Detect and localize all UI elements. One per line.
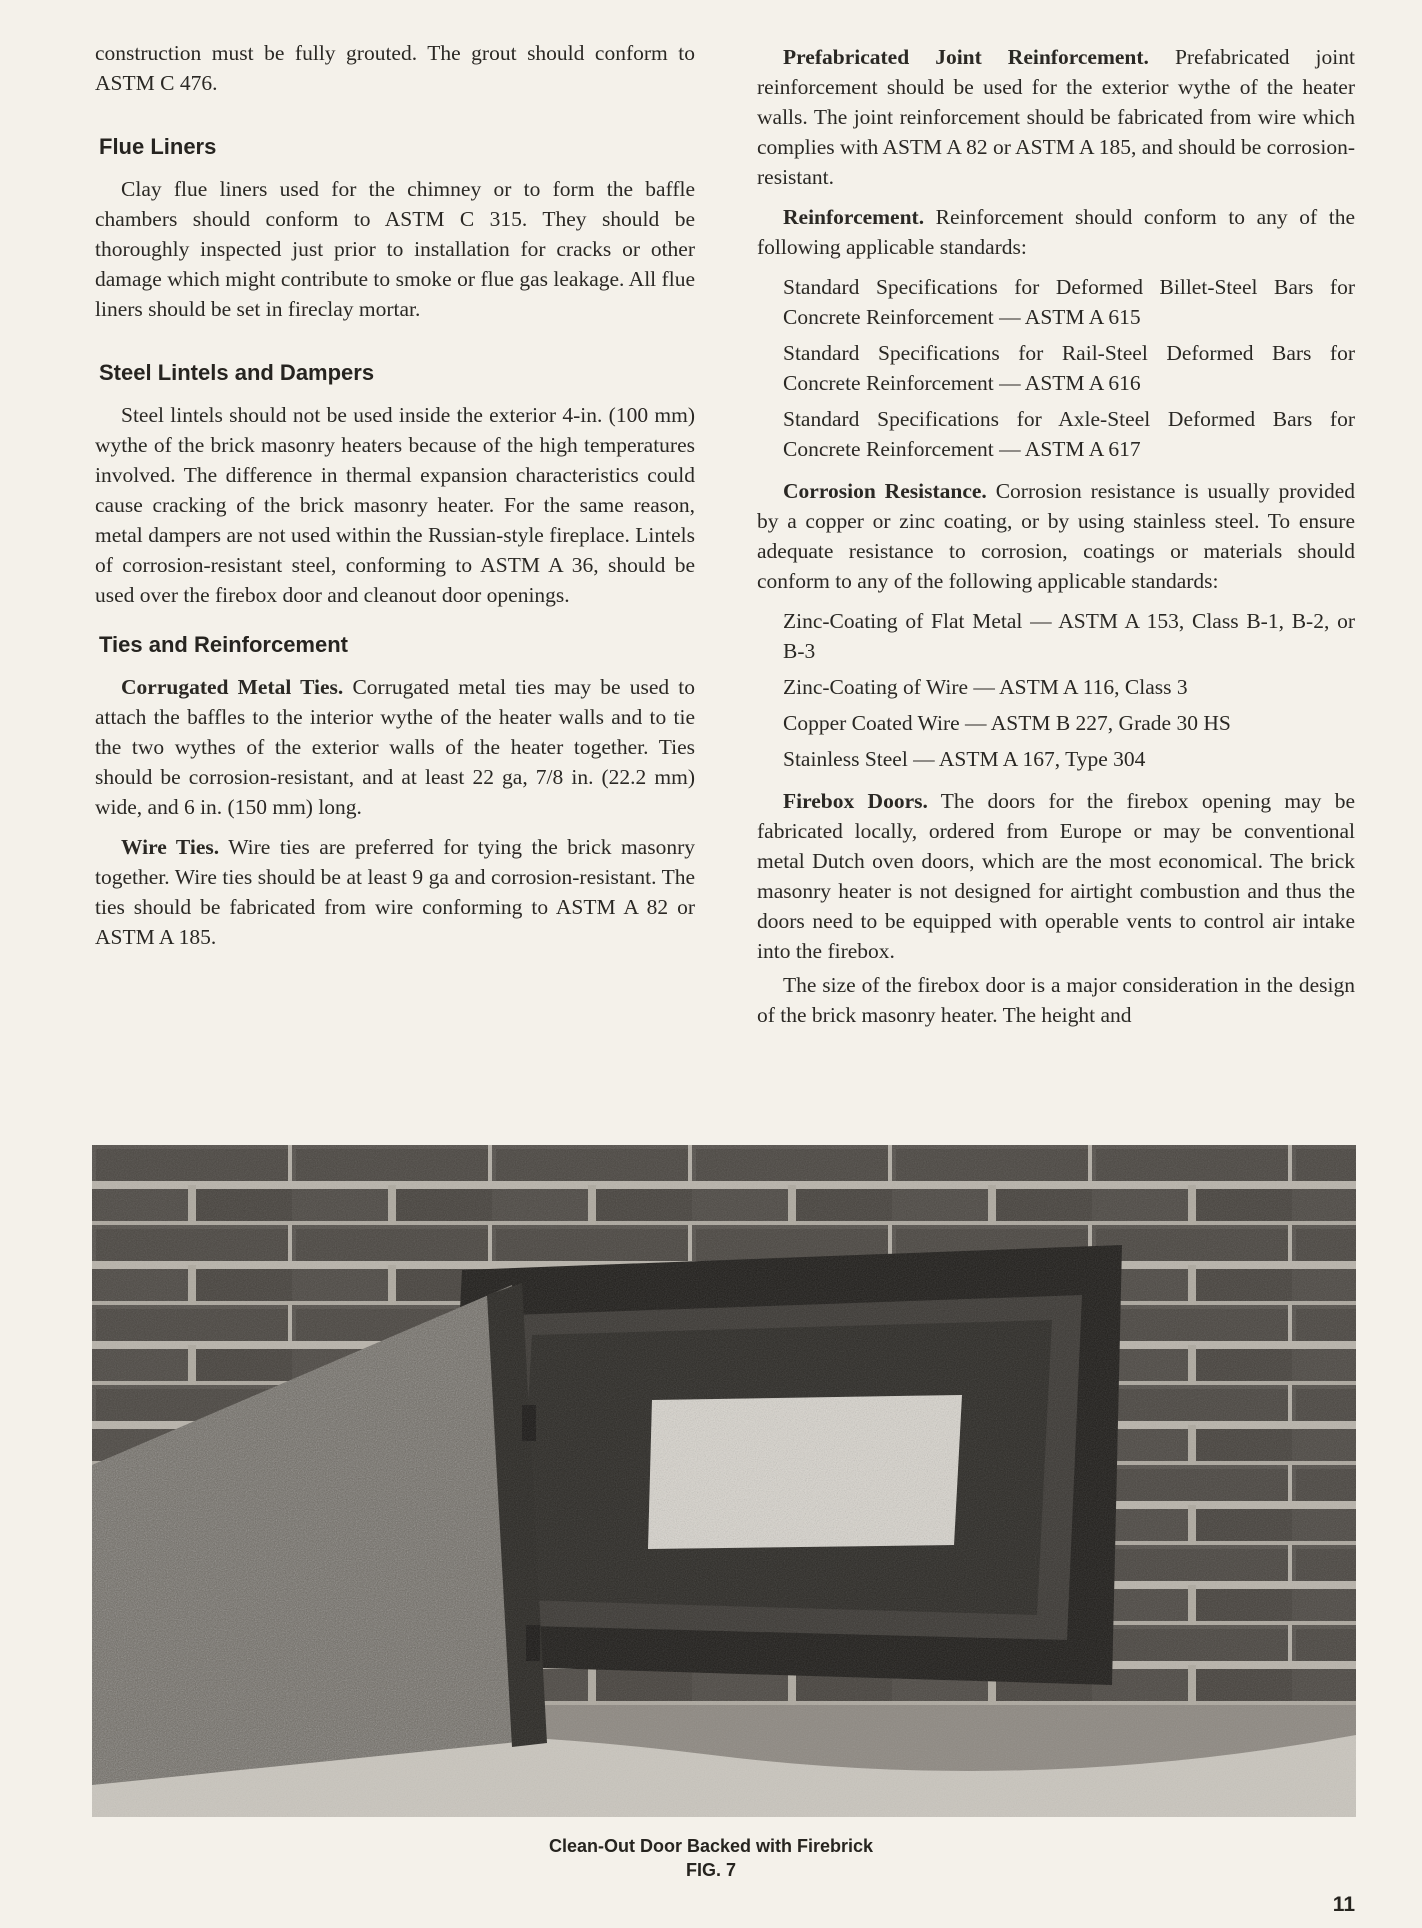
list-item: Standard Specifications for Rail-Steel Deformed Bars for Concrete Reinforcement — ASTM A 616 bbox=[783, 341, 1355, 395]
wire-ties-paragraph bbox=[95, 832, 695, 952]
corrugated-ties-title: Corrugated Metal Ties. bbox=[121, 675, 344, 699]
list-item: Standard Specifications for Deformed Billet-Steel Bars for Concrete Reinforcement — ASTM A 615 bbox=[783, 275, 1355, 329]
flue-liners-heading: Flue Liners bbox=[99, 134, 217, 159]
list-item: Zinc-Coating of Wire — ASTM A 116, Class 3 bbox=[783, 675, 1188, 699]
reinforcement-paragraph bbox=[757, 202, 1355, 262]
firebox-doors-title: Firebox Doors. bbox=[783, 789, 928, 813]
corrosion-title: Corrosion Resistance. bbox=[783, 479, 987, 503]
flue-liners-paragraph: Clay flue liners used for the chimney or to form the baffle chambers should conform to ASTM C 315. They should be thoroughly inspected just prior to installation for cracks or other damage which might contribute to smoke or flue gas leakage. All flue liners should be set in fireclay mortar. bbox=[95, 177, 695, 321]
figure-caption: Clean-Out Door Backed with Firebrick bbox=[548, 1836, 874, 1856]
firebox-size-paragraph: The size of the firebox door is a major consideration in the design of the brick masonry heater. The height and bbox=[757, 973, 1355, 1027]
ties-heading: Ties and Reinforcement bbox=[99, 632, 348, 657]
list-item: Copper Coated Wire — ASTM B 227, Grade 30 HS bbox=[783, 711, 1231, 735]
prefab-paragraph bbox=[757, 42, 1355, 192]
figure-photo bbox=[92, 1145, 1356, 1817]
list-item: Standard Specifications for Axle-Steel Deformed Bars for Concrete Reinforcement — ASTM A 617 bbox=[783, 407, 1355, 461]
list-item: Stainless Steel — ASTM A 167, Type 304 bbox=[783, 747, 1146, 771]
reinforcement-standards-list bbox=[783, 272, 1355, 464]
corrugated-ties-body: Corrugated metal ties may be used to attach the baffles to the interior wythe of the heater walls and to tie the two wythes of the exterior walls of the heater together. Ties should be corrosion-resistant, and at least 22 ga, 7/8 in. (22.2 mm) wide, and 6 in. (150 mm) long. bbox=[95, 675, 696, 819]
prefab-title: Prefabricated Joint Reinforcement. bbox=[783, 45, 1149, 69]
reinforcement-title: Reinforcement. bbox=[783, 205, 925, 229]
wire-ties-title: Wire Ties. bbox=[121, 835, 220, 859]
steel-lintels-heading: Steel Lintels and Dampers bbox=[99, 360, 375, 385]
corrosion-paragraph bbox=[757, 476, 1355, 596]
prefab-body: Prefabricated joint reinforcement should be used for the exterior wythe of the heater walls. The joint reinforcement should be fabricated from wire which complies with ASTM A 82 or ASTM A 185, and should be corrosion-resistant. bbox=[757, 45, 1355, 189]
steel-lintels-paragraph: Steel lintels should not be used inside the exterior 4-in. (100 mm) wythe of the brick masonry heaters because of the high temperatures involved. The difference in thermal expansion characteristics could cause cracking of the brick masonry heater. For the same reason, metal dampers are not used within the Russian-style fireplace. Lintels of corrosion-resistant steel, conforming to ASTM A 36, should be used over the firebox door and cleanout door openings. bbox=[95, 403, 695, 607]
page-number: 11 bbox=[1332, 1893, 1355, 1916]
intro-paragraph: construction must be fully grouted. The grout should conform to ASTM C 476. bbox=[95, 41, 695, 95]
corrosion-standards-list bbox=[783, 606, 1355, 774]
right-column bbox=[757, 42, 1355, 1040]
clean-out-door-photo bbox=[92, 1145, 1356, 1817]
list-item: Zinc-Coating of Flat Metal — ASTM A 153, Class B-1, B-2, or B-3 bbox=[783, 609, 1355, 663]
left-column bbox=[95, 38, 695, 962]
wire-ties-body: Wire ties are preferred for tying the brick masonry together. Wire ties should be at least 9 ga and corrosion-resistant. The ties should be fabricated from wire conforming to ASTM A 82 or ASTM A 185. bbox=[95, 835, 695, 949]
figure-label: FIG. 7 bbox=[685, 1860, 736, 1880]
firebox-doors-body: The doors for the firebox opening may be fabricated locally, ordered from Europe or may be conventional metal Dutch oven doors, which are the most economical. The brick masonry heater is not designed for airtight combustion and thus the doors need to be equipped with operable vents to control air intake into the firebox. bbox=[757, 789, 1355, 963]
firebox-doors-paragraph bbox=[757, 786, 1355, 966]
corrosion-body: Corrosion resistance is usually provided by a copper or zinc coating, or by using stainless steel. To ensure adequate resistance to corrosion, coatings or materials should conform to any of the following applicable standards: bbox=[757, 479, 1355, 593]
reinforcement-body: Reinforcement should conform to any of the following applicable standards: bbox=[757, 205, 1355, 259]
corrugated-ties-paragraph bbox=[95, 672, 695, 822]
